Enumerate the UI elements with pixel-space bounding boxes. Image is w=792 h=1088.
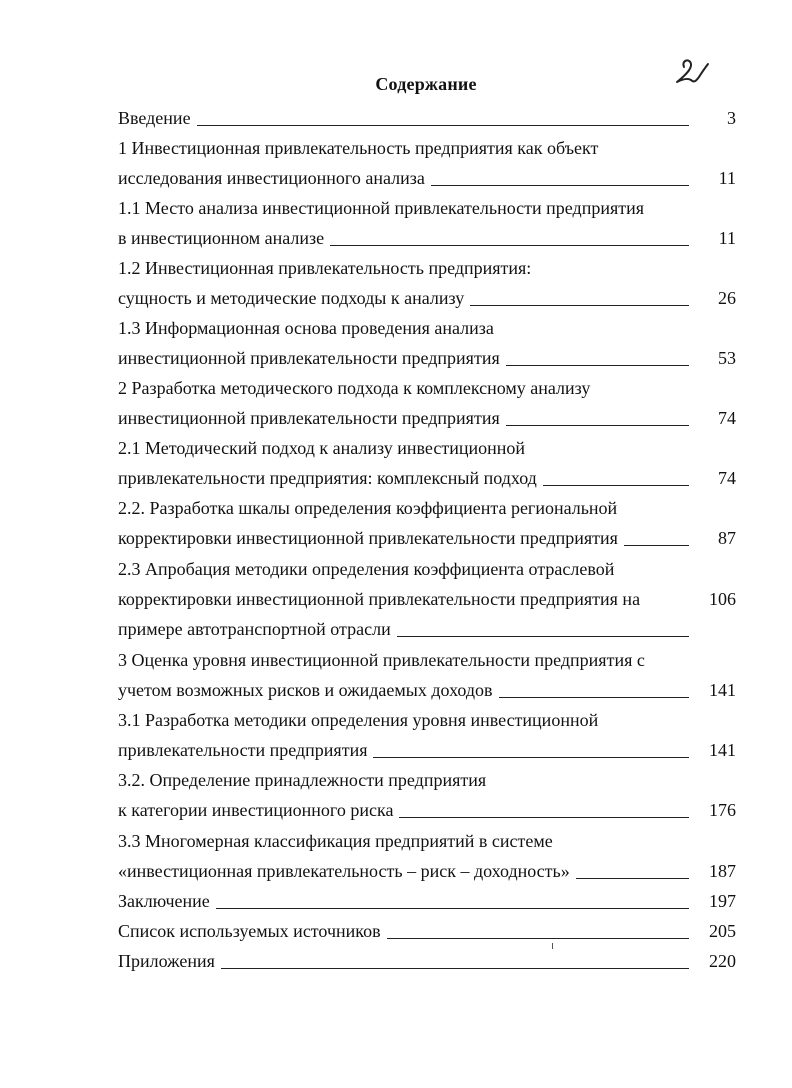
toc-entry-text: Приложения bbox=[118, 951, 215, 971]
toc-line bbox=[118, 829, 553, 853]
toc-line bbox=[118, 166, 689, 190]
toc-entry-text: 1.1 Место анализа инвестиционной привлекательности предприятия bbox=[118, 198, 645, 218]
toc-entry-text: 1.2 Инвестиционная привлекательность предприятия: bbox=[118, 258, 532, 278]
toc-entry-text: Введение bbox=[118, 108, 191, 128]
toc-page-number: 11 bbox=[718, 168, 736, 189]
toc-leader-line bbox=[197, 106, 689, 126]
toc-line bbox=[118, 136, 598, 160]
toc-line bbox=[118, 106, 689, 130]
toc-line bbox=[118, 226, 689, 250]
toc-entry-text: 3.1 Разработка методики определения уровня инвестиционной bbox=[118, 710, 599, 730]
toc-line bbox=[118, 346, 689, 370]
toc-entry-text: корректировки инвестиционной привлекательности предприятия bbox=[118, 528, 618, 549]
toc-entry-text: «инвестиционная привлекательность – риск – доходность» bbox=[118, 861, 570, 882]
toc-line bbox=[118, 316, 494, 340]
toc-leader-line bbox=[506, 346, 689, 366]
toc-entry-text: в инвестиционном анализе bbox=[118, 228, 325, 249]
toc-line bbox=[118, 526, 689, 550]
toc-line bbox=[118, 587, 640, 611]
toc-line bbox=[118, 436, 525, 460]
toc-leader-line bbox=[373, 738, 689, 758]
toc-leader-line bbox=[499, 678, 689, 698]
toc-page-number: 176 bbox=[709, 800, 736, 821]
toc-line bbox=[118, 376, 590, 400]
toc-entry-text: 2.1 Методический подход к анализу инвестиционной bbox=[118, 438, 525, 458]
toc-line bbox=[118, 286, 689, 310]
toc-line bbox=[118, 949, 689, 973]
toc-line bbox=[118, 496, 617, 520]
toc-line bbox=[118, 859, 689, 883]
toc-entry-text: 3.2. Определение принадлежности предприятия bbox=[118, 770, 487, 790]
toc-page-number: 220 bbox=[709, 951, 736, 971]
toc-line bbox=[118, 256, 531, 280]
toc-line bbox=[118, 678, 689, 702]
toc-leader-line bbox=[399, 798, 689, 818]
toc-line bbox=[118, 466, 689, 490]
toc-line bbox=[118, 919, 689, 943]
toc-leader-line bbox=[576, 859, 689, 879]
toc-line bbox=[118, 617, 689, 641]
toc-entry-text: привлекательности предприятия: комплексный подход bbox=[118, 468, 537, 489]
toc-leader-line bbox=[387, 919, 689, 939]
toc-line bbox=[118, 708, 598, 732]
toc-page-number: 106 bbox=[709, 589, 736, 610]
toc-entry-text: примере автотранспортной отрасли bbox=[118, 619, 391, 640]
toc-page-number: 11 bbox=[718, 228, 736, 249]
toc-line bbox=[118, 768, 486, 792]
toc-leader-line bbox=[506, 406, 689, 426]
toc-page-number: 205 bbox=[709, 921, 736, 941]
toc-leader-line bbox=[470, 286, 689, 306]
scan-artifact-mark bbox=[552, 943, 553, 949]
toc-line bbox=[118, 196, 644, 220]
toc-page-number: 74 bbox=[718, 408, 736, 429]
toc-page-number: 197 bbox=[709, 891, 736, 911]
page-title: Содержание bbox=[375, 74, 477, 94]
toc-leader-line bbox=[543, 466, 689, 486]
toc-entry-text: 1 Инвестиционная привлекательность предприятия как объект bbox=[118, 138, 599, 158]
toc-entry-text: исследования инвестиционного анализа bbox=[118, 168, 425, 189]
toc-entry-text: 1.3 Информационная основа проведения анализа bbox=[118, 318, 494, 338]
toc-entry-text: Список используемых источников bbox=[118, 921, 381, 941]
toc-entry-text: 3 Оценка уровня инвестиционной привлекательности предприятия с bbox=[118, 650, 645, 670]
toc-entry-text: 2 Разработка методического подхода к комплексному анализу bbox=[118, 378, 591, 398]
toc-page-number: 74 bbox=[718, 468, 736, 489]
toc-page-number: 3 bbox=[727, 108, 736, 128]
toc-entry-text: 2.2. Разработка шкалы определения коэффициента региональной bbox=[118, 498, 618, 518]
toc-entry-text: Заключение bbox=[118, 891, 210, 911]
toc-line bbox=[118, 557, 614, 581]
toc-leader-line bbox=[431, 166, 689, 186]
toc-leader-line bbox=[397, 617, 689, 637]
toc-page-number: 141 bbox=[709, 740, 736, 761]
toc-entry-text: инвестиционной привлекательности предприятия bbox=[118, 348, 500, 369]
toc-line bbox=[118, 738, 689, 762]
toc-leader-line bbox=[624, 526, 689, 546]
toc-entry-text: привлекательности предприятия bbox=[118, 740, 368, 761]
toc-leader-line bbox=[221, 949, 689, 969]
toc-entry-text: инвестиционной привлекательности предприятия bbox=[118, 408, 500, 429]
toc-line bbox=[118, 406, 689, 430]
toc-page-number: 87 bbox=[718, 528, 736, 549]
toc-entry-text: 2.3 Апробация методики определения коэффициента отраслевой bbox=[118, 559, 615, 579]
toc-line bbox=[118, 889, 689, 913]
toc-entry-text: 3.3 Многомерная классификация предприятий в системе bbox=[118, 831, 553, 851]
toc-leader-line bbox=[330, 226, 689, 246]
toc-line bbox=[118, 798, 689, 822]
toc-entry-text: сущность и методические подходы к анализу bbox=[118, 288, 465, 309]
toc-page-number: 26 bbox=[718, 288, 736, 309]
toc-entry-text: к категории инвестиционного риска bbox=[118, 800, 394, 821]
toc-page-number: 141 bbox=[709, 680, 736, 701]
toc-entry-text: учетом возможных рисков и ожидаемых доходов bbox=[118, 680, 493, 701]
toc-page-number: 187 bbox=[709, 861, 736, 882]
toc-page-number: 53 bbox=[718, 348, 736, 369]
toc-leader-line bbox=[216, 889, 689, 909]
toc-line bbox=[118, 648, 645, 672]
toc-entry-text: корректировки инвестиционной привлекательности предприятия на bbox=[118, 589, 641, 610]
